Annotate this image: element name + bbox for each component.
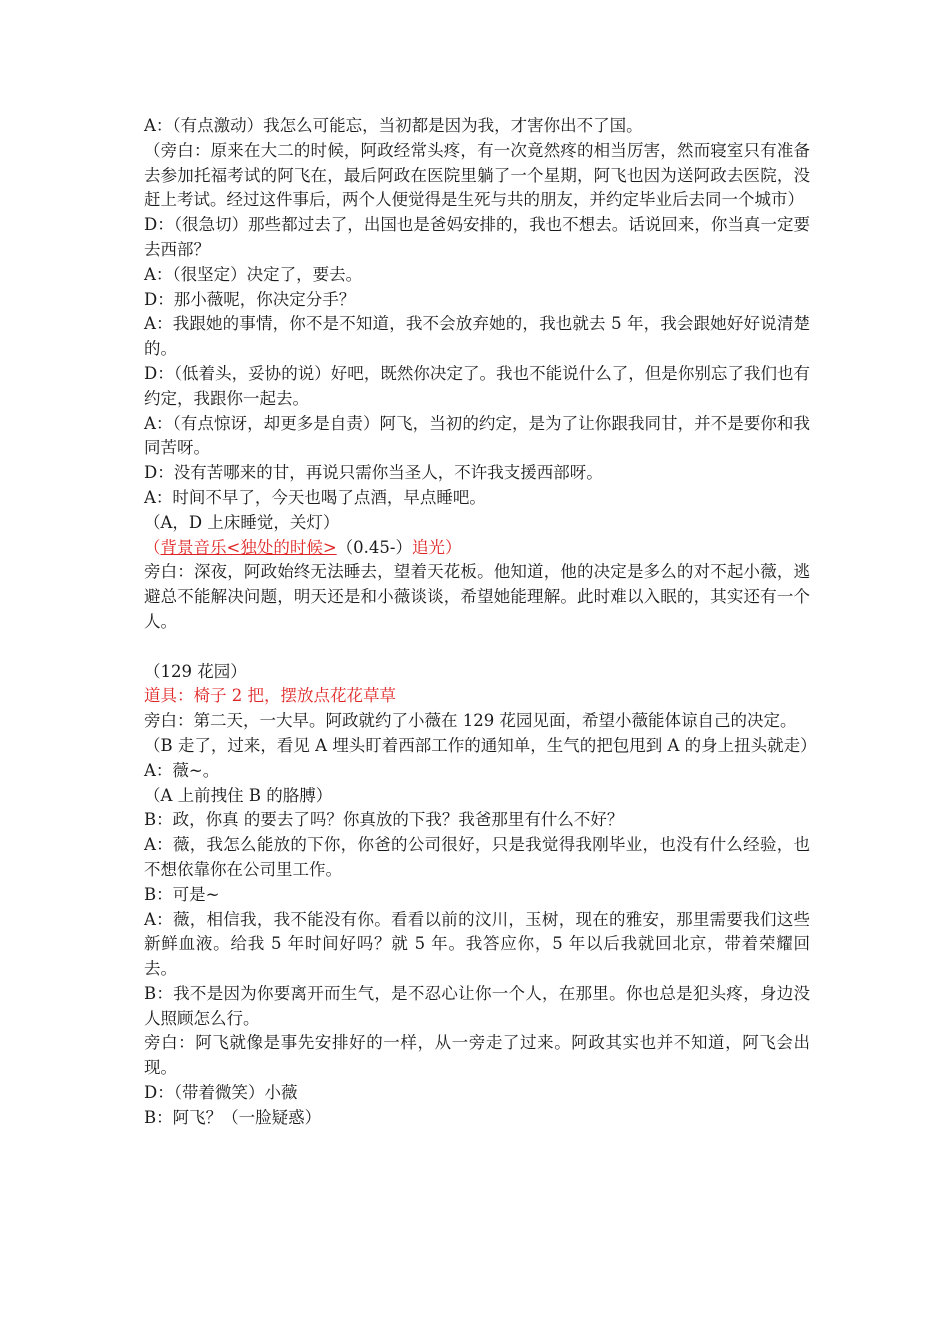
music-cue xyxy=(144,536,810,561)
line-b-confused: B：阿飞？（一脸疑惑） xyxy=(144,1107,322,1127)
line-a-promise: A：薇，相信我，我不能没有你。看看以前的汶川，玉树，现在的雅安，那里需要我们这些新鲜血液。给我 5 年时间好吗？就 5 年。我答应你，5 年以后我就回北京，带着荣耀回去。 xyxy=(144,909,810,979)
stage-direction-a-grabs: （A 上前拽住 B 的胳膊） xyxy=(144,785,333,805)
scene-heading-garden: （129 花园） xyxy=(144,661,247,681)
narration-next-day: 旁白：第二天，一大早。阿政就约了小薇在 129 花园见面，希望小薇能体谅自己的决定。 xyxy=(144,711,797,731)
narration-backstory: （旁白：原来在大二的时候，阿政经常头疼，有一次竟然疼的相当厉害，然而寝室只有准备去参加托福考试的阿飞在，最后阿政在医院里躺了一个星期，阿飞也因为送阿政去医院，没赶上考试。经过这件事后，两个人便觉得是生死与共的朋友，并约定毕业后去同一个城市） xyxy=(144,140,810,210)
line-a-sleep: A：时间不早了，今天也喝了点酒，早点睡吧。 xyxy=(144,487,486,507)
props-note: 道具：椅子 2 把，摆放点花花草草 xyxy=(144,686,396,706)
stage-direction-b-enters: （B 走了，过来，看见 A 埋头盯着西部工作的通知单，生气的把包甩到 A 的身上扭头就走） xyxy=(144,735,817,755)
narration-afei-arrives: 旁白：阿飞就像是事先安排好的一样，从一旁走了过来。阿政其实也并不知道，阿飞会出现。 xyxy=(144,1033,810,1078)
line-a-wei: A：薇~。 xyxy=(144,760,220,780)
line-a-firm: A：（很坚定）决定了，要去。 xyxy=(144,264,363,284)
line-d-compromise: D：（低着头，妥协的说）好吧，既然你决定了。我也不能说什么了，但是你别忘了我们也有约定，我跟你一起去。 xyxy=(144,363,810,408)
music-cue-time: （0.45-） xyxy=(336,537,412,557)
line-b-but: B：可是~ xyxy=(144,884,220,904)
music-cue-close: ） xyxy=(444,537,462,557)
music-cue-spotlight: 追光 xyxy=(411,537,445,557)
music-cue-open: （ xyxy=(144,537,161,557)
line-a-surprised: A：（有点惊讶，却更多是自责）阿飞，当初的约定，是为了让你跟我同甘，并不是要你和我同苦呀。 xyxy=(144,413,810,458)
script-page xyxy=(144,114,817,1131)
line-a-excited: A：（有点激动）我怎么可能忘，当初都是因为我，才害你出不了国。 xyxy=(144,116,643,135)
blank-line xyxy=(144,635,810,660)
line-d-smile: D：（带着微笑）小薇 xyxy=(144,1083,298,1103)
line-b-really-going: B：政，你真 的要去了吗？你真放的下我？我爸那里有什么不好？ xyxy=(144,810,624,830)
line-a-explains: A：薇，我怎么能放的下你，你爸的公司很好，只是我觉得我刚毕业，也没有什么经验，也不想依靠你在公司里工作。 xyxy=(144,835,810,879)
music-cue-title: 背景音乐<独处的时候> xyxy=(160,537,337,557)
stage-direction-lights-off: （A，D 上床睡觉，关灯） xyxy=(144,512,340,532)
line-b-worried: B：我不是因为你要离开而生气，是不忍心让你一个人，在那里。你也总是犯头疼，身边没人照顾怎么行。 xyxy=(144,983,810,1028)
line-d-support-west: D：没有苦哪来的甘，再说只需你当圣人，不许我支援西部呀。 xyxy=(144,463,603,483)
line-d-urgent: D：（很急切）那些都过去了，出国也是爸妈安排的，我也不想去。话说回来，你当真一定要去西部？ xyxy=(144,215,810,259)
narration-night: 旁白：深夜，阿政始终无法睡去，望着天花板。他知道，他的决定是多么的对不起小薇，逃避总不能解决问题，明天还是和小薇谈谈，希望她能理解。此时难以入眠的，其实还有一个人。 xyxy=(144,562,810,631)
line-a-five-years: A：我跟她的事情，你不是不知道，我不会放弃她的，我也就去 5 年，我会跟她好好说清楚的。 xyxy=(144,314,810,359)
line-d-breakup: D：那小薇呢，你决定分手？ xyxy=(144,289,356,309)
